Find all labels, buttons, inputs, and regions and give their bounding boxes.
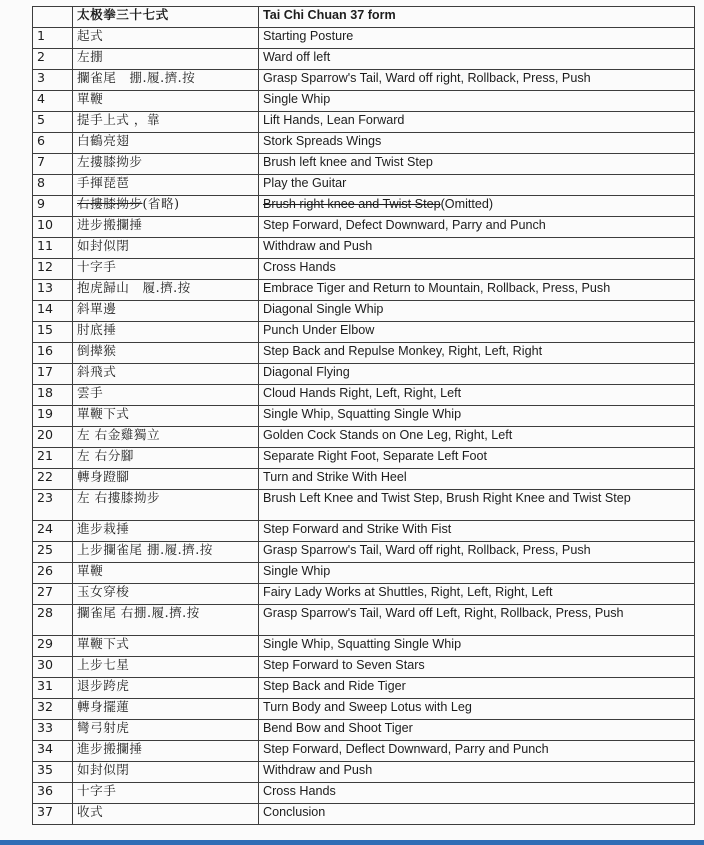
chinese-name: 上步七星 [73,657,259,678]
form-number: 2 [33,49,73,70]
chinese-name: 肘底捶 [73,322,259,343]
form-number: 1 [33,28,73,49]
english-name: Single Whip, Squatting Single Whip [259,406,695,427]
chinese-name: 單鞭下式 [73,636,259,657]
english-name: Conclusion [259,804,695,825]
chinese-name: 抱虎歸山 履.擠.按 [73,280,259,301]
table-row [33,720,695,741]
chinese-name: 左 右分腳 [73,448,259,469]
form-number: 20 [33,427,73,448]
chinese-name: 起式 [73,28,259,49]
form-number: 19 [33,406,73,427]
table-row [33,657,695,678]
chinese-name: 提手上式 ，靠 [73,112,259,133]
form-number: 24 [33,521,73,542]
table-row [33,217,695,238]
table-row [33,364,695,385]
table-row [33,584,695,605]
form-number: 8 [33,175,73,196]
chinese-name: 左 右金雞獨立 [73,427,259,448]
english-name: Starting Posture [259,28,695,49]
english-name [259,196,695,217]
form-number: 3 [33,70,73,91]
chinese-name: 單鞭 [73,91,259,112]
chinese-name: 左摟膝拗步 [73,154,259,175]
table-row [33,112,695,133]
chinese-name: 十字手 [73,783,259,804]
chinese-name: 如封似閉 [73,762,259,783]
chinese-name: 斜單邊 [73,301,259,322]
form-number: 6 [33,133,73,154]
chinese-name [73,196,259,217]
english-name: Grasp Sparrow's Tail, Ward off right, Rollback, Press, Push [259,542,695,563]
tai-chi-form-table [32,6,695,825]
table-row [33,521,695,542]
form-number: 11 [33,238,73,259]
chinese-name: 單鞭下式 [73,406,259,427]
table-row [33,563,695,584]
chinese-name: 倒撵猴 [73,343,259,364]
chinese-name: 上步攔雀尾 掤.履.擠.按 [73,542,259,563]
english-name: Diagonal Flying [259,364,695,385]
form-number: 27 [33,584,73,605]
table-row [33,406,695,427]
english-name: Grasp Sparrow's Tail, Ward off right, Rollback, Press, Push [259,70,695,91]
chinese-name: 退步跨虎 [73,678,259,699]
chinese-name: 攔雀尾 掤.履.擠.按 [73,70,259,91]
english-name: Withdraw and Push [259,238,695,259]
table-row [33,238,695,259]
chinese-name: 斜飛式 [73,364,259,385]
form-number: 7 [33,154,73,175]
form-number: 33 [33,720,73,741]
english-name: Turn Body and Sweep Lotus with Leg [259,699,695,720]
chinese-name: 轉身擺蓮 [73,699,259,720]
table-row [33,636,695,657]
english-name: Bend Bow and Shoot Tiger [259,720,695,741]
table-row [33,804,695,825]
chinese-name: 左掤 [73,49,259,70]
table-row [33,196,695,217]
english-name: Cross Hands [259,783,695,804]
form-number: 21 [33,448,73,469]
header-english-title: Tai Chi Chuan 37 form [259,7,695,28]
english-name: Cross Hands [259,259,695,280]
english-name: Step Forward, Deflect Downward, Parry and Punch [259,741,695,762]
english-name: Step Back and Ride Tiger [259,678,695,699]
chinese-name: 雲手 [73,385,259,406]
header-number [33,7,73,28]
english-name: Separate Right Foot, Separate Left Foot [259,448,695,469]
table-row [33,322,695,343]
english-name: Embrace Tiger and Return to Mountain, Rollback, Press, Push [259,280,695,301]
chinese-name: 手揮琵琶 [73,175,259,196]
table-row [33,259,695,280]
english-name: Stork Spreads Wings [259,133,695,154]
form-number: 12 [33,259,73,280]
table-row [33,762,695,783]
table-row [33,783,695,804]
table-row [33,448,695,469]
english-name: Lift Hands, Lean Forward [259,112,695,133]
form-number: 26 [33,563,73,584]
chinese-name: 彎弓射虎 [73,720,259,741]
chinese-name: 轉身蹬腳 [73,469,259,490]
omitted-note: (省略) [142,196,180,211]
table-row [33,542,695,563]
english-name: Turn and Strike With Heel [259,469,695,490]
chinese-name: 如封似閉 [73,238,259,259]
table-row [33,154,695,175]
form-number: 28 [33,605,73,636]
table-row [33,741,695,762]
chinese-name: 攔雀尾 右掤.履.擠.按 [73,605,259,636]
form-number: 18 [33,385,73,406]
table-row [33,70,695,91]
english-name: Diagonal Single Whip [259,301,695,322]
english-name: Step Forward to Seven Stars [259,657,695,678]
english-name: Cloud Hands Right, Left, Right, Left [259,385,695,406]
form-number: 4 [33,91,73,112]
table-row [33,469,695,490]
english-name: Step Forward, Defect Downward, Parry and Punch [259,217,695,238]
table-row [33,490,695,521]
chinese-name: 進步栽捶 [73,521,259,542]
chinese-name: 左 右摟膝拗步 [73,490,259,521]
english-name: Single Whip, Squatting Single Whip [259,636,695,657]
english-name: Single Whip [259,91,695,112]
struck-chinese-name: 右摟膝拗步 [77,196,143,211]
table-row [33,605,695,636]
form-number: 15 [33,322,73,343]
chinese-name: 白鶴亮翅 [73,133,259,154]
form-number: 9 [33,196,73,217]
table-body [33,28,695,825]
form-number: 31 [33,678,73,699]
english-name: Step Back and Repulse Monkey, Right, Left, Right [259,343,695,364]
form-number: 37 [33,804,73,825]
english-name: Brush left knee and Twist Step [259,154,695,175]
form-number: 32 [33,699,73,720]
english-name: Single Whip [259,563,695,584]
english-name: Withdraw and Push [259,762,695,783]
english-name: Ward off left [259,49,695,70]
chinese-name: 收式 [73,804,259,825]
form-number: 22 [33,469,73,490]
table-row [33,133,695,154]
chinese-name: 玉女穿梭 [73,584,259,605]
table-row [33,49,695,70]
bottom-accent-bar [0,840,704,845]
chinese-name: 進步搬攔捶 [73,741,259,762]
table-row [33,343,695,364]
table-row [33,28,695,49]
chinese-name: 进步搬攔捶 [73,217,259,238]
table-row [33,301,695,322]
header-chinese-title: 太极拳三十七式 [73,7,259,28]
chinese-name: 十字手 [73,259,259,280]
form-number: 23 [33,490,73,521]
form-number: 25 [33,542,73,563]
english-name: Punch Under Elbow [259,322,695,343]
english-name: Step Forward and Strike With Fist [259,521,695,542]
english-name: Grasp Sparrow's Tail, Ward off Left, Right, Rollback, Press, Push [259,605,695,636]
form-number: 13 [33,280,73,301]
form-number: 14 [33,301,73,322]
table-row [33,678,695,699]
english-name: Golden Cock Stands on One Leg, Right, Left [259,427,695,448]
table-row [33,175,695,196]
table-row [33,91,695,112]
chinese-name: 單鞭 [73,563,259,584]
form-number: 17 [33,364,73,385]
table-row [33,280,695,301]
form-number: 35 [33,762,73,783]
table-row [33,385,695,406]
form-number: 16 [33,343,73,364]
table-row [33,699,695,720]
struck-english-name: Brush right knee and Twist Step [263,197,441,211]
form-number: 36 [33,783,73,804]
omitted-note: (Omitted) [440,197,494,211]
form-number: 29 [33,636,73,657]
form-number: 5 [33,112,73,133]
table-header-row [33,7,695,28]
english-name: Play the Guitar [259,175,695,196]
english-name: Fairy Lady Works at Shuttles, Right, Left, Right, Left [259,584,695,605]
form-number: 30 [33,657,73,678]
table-row [33,427,695,448]
form-number: 34 [33,741,73,762]
english-name: Brush Left Knee and Twist Step, Brush Right Knee and Twist Step [259,490,695,521]
form-number: 10 [33,217,73,238]
